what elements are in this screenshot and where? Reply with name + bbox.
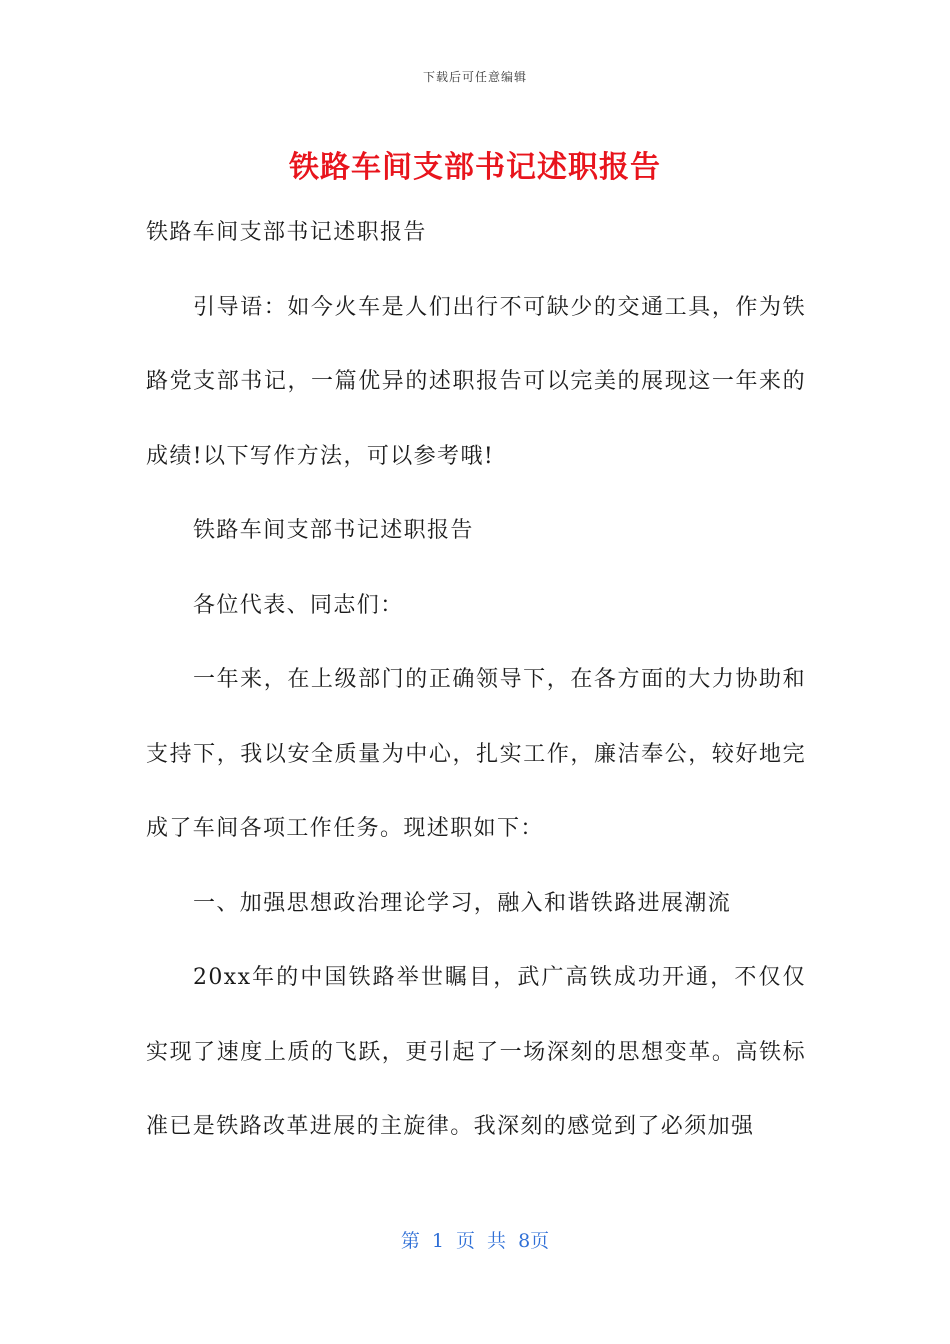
body-paragraph: 铁路车间支部书记述职报告	[146, 220, 427, 245]
body-paragraph: 一、加强思想政治理论学习，融入和谐铁路进展潮流	[193, 890, 732, 916]
body-paragraph: 20xx年的中国铁路举世瞩目，武广高铁成功开通，不仅仅实现了速度上质的飞跃，更引起了一场深刻的思想变革。高铁标准已是铁路改革进展的主旋律。我深刻的感觉到了必须加强	[146, 965, 806, 1139]
body-paragraph: 各位代表、同志们：	[193, 592, 404, 618]
document-body	[146, 196, 806, 1165]
header-note: 下载后可任意编辑	[422, 70, 527, 84]
body-paragraph: 铁路车间支部书记述职报告	[193, 518, 474, 543]
document-title: 铁路车间支部书记述职报告	[289, 150, 661, 185]
page-footer: 第 1 页 共 8页	[400, 1230, 550, 1252]
body-paragraph: 引导语：如今火车是人们出行不可缺少的交通工具，作为铁路党支部书记，一篇优异的述职报告可以完美的展现这一年来的成绩!以下写作方法，可以参考哦!	[146, 294, 806, 469]
body-paragraph: 一年来，在上级部门的正确领导下，在各方面的大力协助和支持下，我以安全质量为中心，扎实工作，廉洁奉公，较好地完成了车间各项工作任务。现述职如下：	[146, 667, 806, 841]
